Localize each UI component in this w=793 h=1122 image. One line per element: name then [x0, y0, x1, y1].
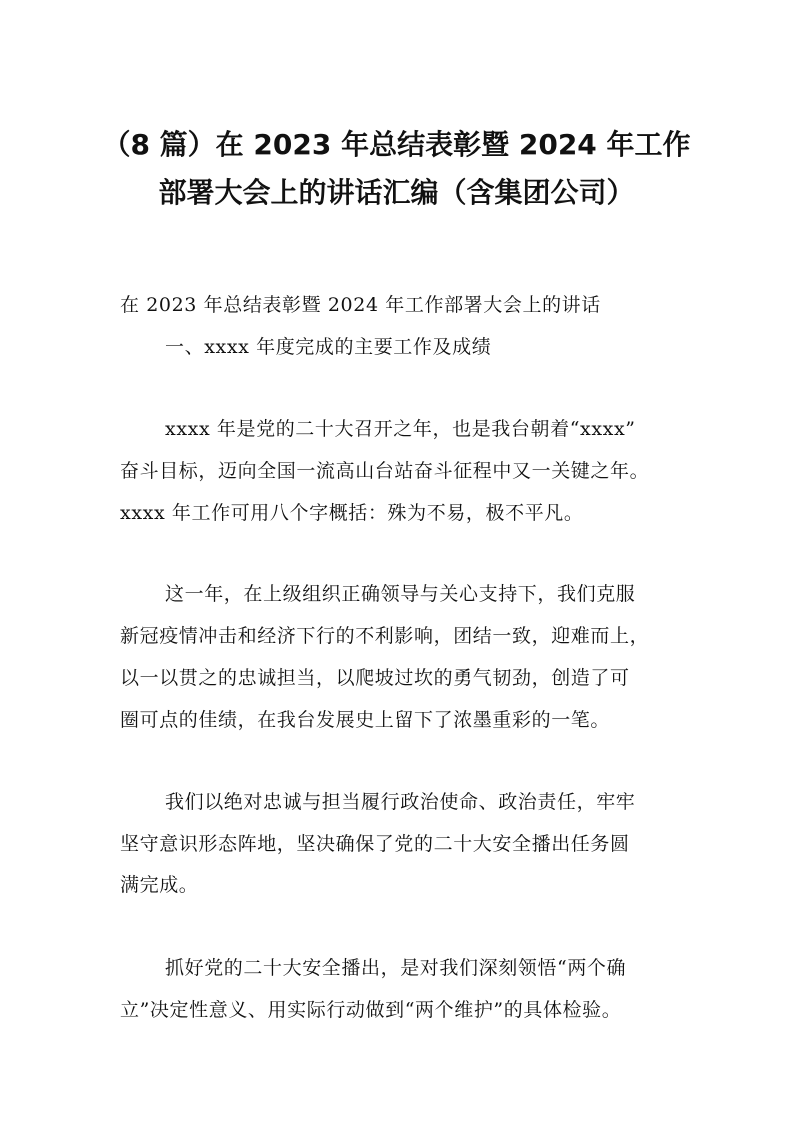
paragraph-1-line-1: xxxx 年是党的二十大召开之年，也是我台朝着“xxxx”: [165, 418, 636, 440]
paragraph-1-line-2: 奋斗目标，迈向全国一流高山台站奋斗征程中又一关键之年。: [120, 460, 650, 482]
speech-subtitle: 在 2023 年总结表彰暨 2024 年工作部署大会上的讲话: [120, 294, 601, 316]
paragraph-3-line-3: 满完成。: [120, 874, 199, 896]
paragraph-2-line-3: 以一以贯之的忠诚担当，以爬坡过坎的勇气韧劲，创造了可: [120, 667, 630, 689]
paragraph-2-line-4: 圈可点的佳绩，在我台发展史上留下了浓墨重彩的一笔。: [120, 709, 611, 731]
paragraph-1-line-3: xxxx 年工作可用八个字概括：殊为不易，极不平凡。: [120, 502, 584, 524]
paragraph-4-line-1: 抓好党的二十大安全播出，是对我们深刻领悟“两个确: [165, 957, 627, 979]
document-title-line-1: （8 篇）在 2023 年总结表彰暨 2024 年工作: [102, 128, 691, 161]
paragraph-2-line-2: 新冠疫情冲击和经济下行的不利影响，团结一致，迎难而上，: [120, 625, 650, 647]
paragraph-2-line-1: 这一年，在上级组织正确领导与关心支持下，我们克服: [165, 583, 636, 605]
section-heading: 一、xxxx 年度完成的主要工作及成绩: [165, 336, 492, 358]
document-title-line-2: 部署大会上的讲话汇编（含集团公司）: [158, 176, 635, 209]
paragraph-3-line-2: 坚守意识形态阵地，坚决确保了党的二十大安全播出任务圆: [120, 833, 630, 855]
paragraph-3-line-1: 我们以绝对忠诚与担当履行政治使命、政治责任，牢牢: [165, 791, 636, 813]
paragraph-4-line-2: 立”决定性意义、用实际行动做到“两个维护”的具体检验。: [120, 999, 622, 1021]
